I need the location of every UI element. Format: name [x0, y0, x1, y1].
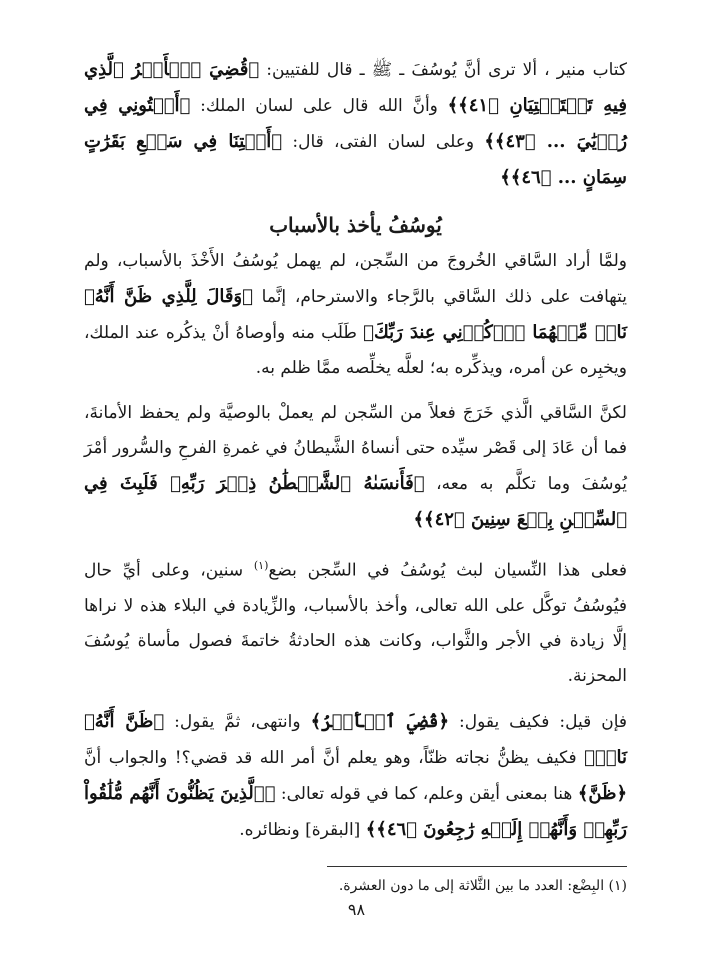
- paragraph-1-text-3: وعلى لسان الفتى، قال:: [282, 132, 485, 152]
- section-title: يُوسُفُ يأخذ بالأسباب: [269, 213, 442, 237]
- quran-verse: ﴿قُضِيَ ٱلۡأَمۡرُ﴾: [310, 710, 450, 732]
- paragraph-5-text-4: هنا بمعنى أيقن وعلم، كما في قوله تعالى:: [275, 783, 578, 804]
- paragraph-2-text-1: ولمَّا أراد السَّاقي الخُروجَ من السِّجن، لم يهمل يُوسُفُ الأَخْذَ بالأسباب، ولم يتهافت على ذلك السَّاقي بالرَّجاء والاسترحام، إنَّما: [84, 251, 627, 307]
- quran-verse: ﴿وَقَالَ لِلَّذِي ظَنَّ أَنَّهُۥ نَاجٖ مِّنۡهُمَا ٱذۡكُرۡنِي عِندَ رَبِّكَ﴾: [84, 286, 627, 343]
- paragraph-5-text-1: فإن قيل: فكيف يقول:: [449, 711, 628, 732]
- paragraph-5-text-5: [البقرة] ونظائره.: [239, 819, 366, 840]
- paragraph-4: [84, 548, 627, 694]
- paragraph-4-text-1: فعلى هذا النِّسيان لبث يُوسُفُ في السِّجن بضع: [268, 560, 627, 581]
- paragraph-4-text-2: سنين، وعلى أيِّ حال فيُوسُفُ توكَّل على الله تعالى، وأخذ بالأسباب، والزِّيادة في البلاء هذه لا نراها إلَّا زيادة في الأجر والثَّواب، وكانت هذه الحادثةُ خاتمةَ فصول مأساة يُوسُفَ المحزنة.: [84, 560, 627, 686]
- footnote-marker: (١): [253, 559, 269, 572]
- quran-verse: ﴿ظَنَّ﴾: [577, 782, 627, 804]
- paragraph-2: [84, 244, 627, 386]
- paragraph-3: [84, 396, 627, 538]
- footnote-divider: [327, 866, 627, 867]
- paragraph-1: [84, 52, 627, 196]
- quran-verse: ﴿ٱلَّذِينَ يَظُنُّونَ أَنَّهُم مُّلَٰقُواْ رَبِّهِمۡ وَأَنَّهُمۡ إِلَيۡهِ رَٰجِعُونَ ﴿٤٦﴾﴾: [84, 782, 627, 840]
- paragraph-2-text-2: طَلَب منه وأوصاهُ أنْ يذكُره عند الملك، ويخبِره عن أمره، ويذكِّره به؛ لعلَّه يخلِّصه ممَّا ظلم به.: [84, 323, 627, 378]
- paragraph-5: [84, 704, 627, 848]
- paragraph-3-text-1: لكنَّ السَّاقي الَّذي خَرَجَ فعلاً من السِّجن لم يعملْ بالوصيَّة ولم يحفظ الأمانةَ، فما أن عَادَ إلى قَصْر سيِّده حتى أنساهُ الشَّيطانُ في غمرةِ الفرحِ والسُّرور أمْرَ يُوسُفَ وما تكلَّم به معه،: [84, 403, 627, 494]
- quran-verse: ﴿قُضِيَ ٱلۡأَمۡرُ ٱلَّذِي فِيهِ تَسۡتَفۡتِيَانِ ﴿٤١﴾﴾: [84, 59, 627, 116]
- paragraph-1-text-2: وأنَّ الله قال على لسان الملك:: [190, 96, 448, 116]
- paragraph-1-text-1: كتاب منير ، ألا ترى أنَّ يُوسُفَ ـ ﷺ ـ قال للفتيين:: [259, 60, 627, 80]
- quran-verse: ﴿ظَنَّ أَنَّهُۥ نَاجٖ﴾: [84, 710, 627, 768]
- page-number: ٩٨: [347, 900, 366, 919]
- quran-verse: ﴿فَأَنسَىٰهُ ٱلشَّيۡطَٰنُ ذِكۡرَ رَبِّهِۦ فَلَبِثَ فِي ٱلسِّجۡنِ بِضۡعَ سِنِينَ ﴿٤٢﴾﴾: [84, 473, 627, 530]
- footnote: (١) البِضْع: العدد ما بين الثَّلاثة إلى ما دون العشرة.: [338, 878, 627, 894]
- quran-verse: ﴿أَفۡتُونِي فِي رُءۡيَٰيَ ... ﴿٤٣﴾﴾: [84, 95, 628, 152]
- paragraph-5-text-3: فكيف يظنُّ نجاته ظنّاً، وهو يعلم أنَّ أمر الله قد قضي؟! والجواب أنَّ: [84, 747, 585, 768]
- quran-verse: ﴿أَفۡتِنَا فِي سَبۡعِ بَقَرَٰتٍ سِمَانٍ ... ﴿٤٦﴾﴾: [84, 131, 627, 188]
- paragraph-5-text-2: وانتهى، ثمَّ يقول:: [164, 711, 311, 732]
